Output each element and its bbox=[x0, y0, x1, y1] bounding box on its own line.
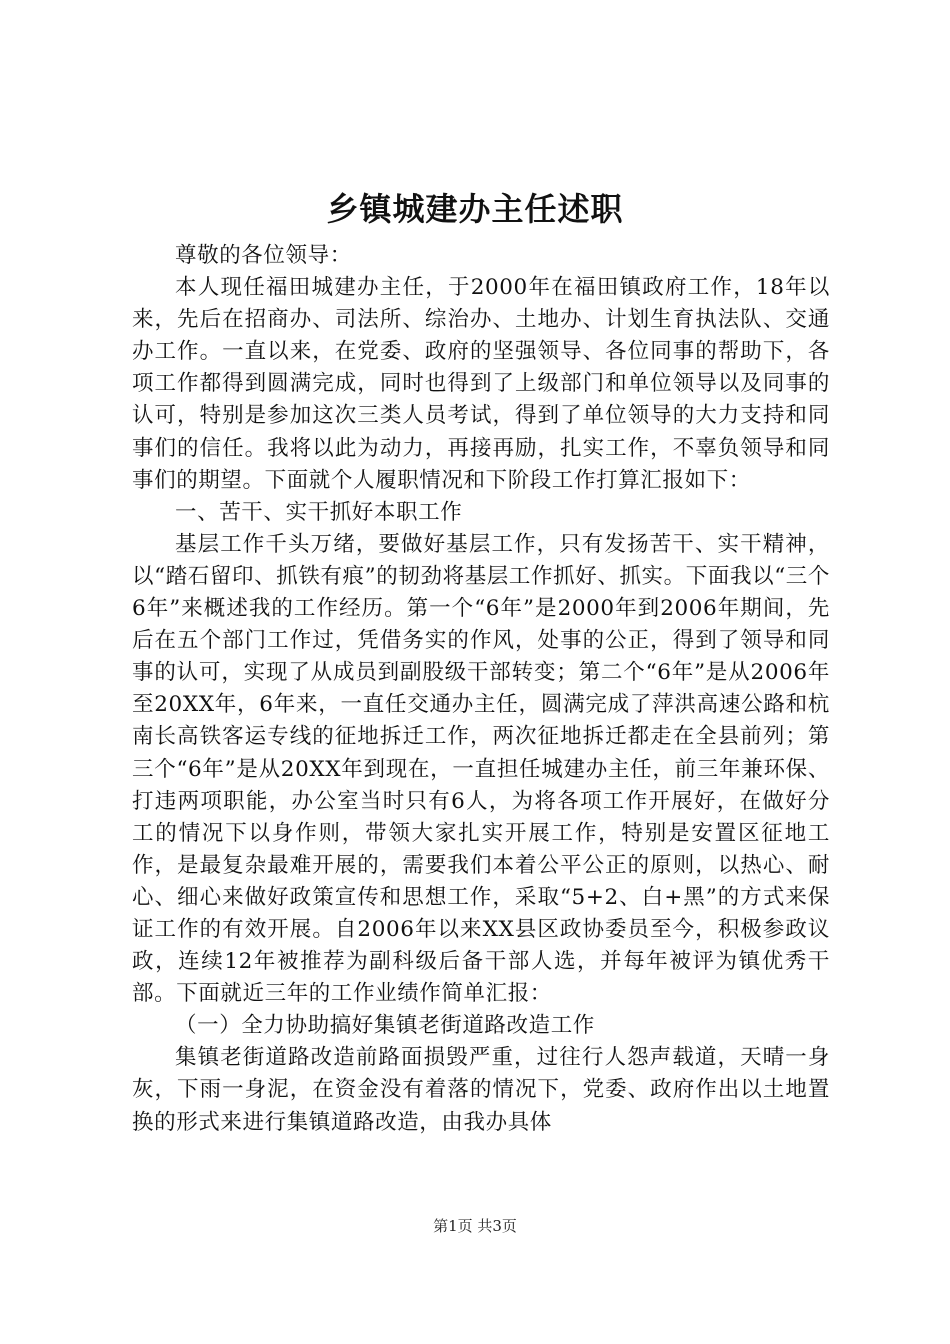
section-heading-1: 一、苦干、实干抓好本职工作 bbox=[175, 499, 463, 525]
intro-paragraph: 本人现任福田城建办主任，于2000年在福田镇政府工作，18年以来，先后在招商办、司法所、综治办、土地办、计划生育执法队、交通办工作。一直以来，在党委、政府的坚强领导、各位同事的帮助下，各项工作都得到圆满完成，同时也得到了上级部门和单位领导以及同事的认可，特别是参加这次三类人员考试，得到了单位领导的大力支持和同事们的信任。我将以此为动力，再接再励，扎实工作，不辜负领导和同事们的期望。下面就个人履职情况和下阶段工作打算汇报如下： bbox=[132, 275, 830, 493]
page-title: 乡镇城建办主任述职 bbox=[326, 190, 624, 228]
road-renovation-paragraph: 集镇老街道路改造前路面损毁严重，过往行人怨声载道，天晴一身灰，下雨一身泥，在资金没有着落的情况下，党委、政府作出以土地置换的形式来进行集镇道路改造，由我办具体 bbox=[132, 1045, 830, 1135]
page-footer: 第1页 共3页 bbox=[433, 1217, 517, 1235]
salutation-paragraph: 尊敬的各位领导： bbox=[175, 243, 352, 268]
document-body bbox=[132, 240, 830, 1139]
subsection-heading-1: （一）全力协助搞好集镇老街道路改造工作 bbox=[175, 1013, 595, 1039]
experience-paragraph: 基层工作千头万绪，要做好基层工作，只有发扬苦干、实干精神，以“踏石留印、抓铁有痕”的韧劲将基层工作抓好、抓实。下面我以“三个6年”来概述我的工作经历。第一个“6年”是2000年到2006年期间，先后在五个部门工作过，凭借务实的作风，处事的公正，得到了领导和同事的认可，实现了从成员到副股级干部转变；第二个“6年”是从2006年至20XX年，6年来，一直任交通办主任，圆满完成了萍洪高速公路和杭南长高铁客运专线的征地拆迁工作，两次征地拆迁都走在全县前列；第三个“6年”是从20XX年到现在，一直担任城建办主任，前三年兼环保、打违两项职能，办公室当时只有6人，为将各项工作开展好，在做好分工的情况下以身作则，带领大家扎实开展工作，特别是安置区征地工作，是最复杂最难开展的，需要我们本着公平公正的原则，以热心、耐心、细心来做好政策宣传和思想工作，采取“5+2、白+黑”的方式来保证工作的有效开展。自2006年以来XX县区政协委员至今，积极参政议政，连续12年被推荐为副科级后备干部人选，并每年被评为镇优秀干部。下面就近三年的工作业绩作简单汇报： bbox=[132, 531, 830, 1007]
